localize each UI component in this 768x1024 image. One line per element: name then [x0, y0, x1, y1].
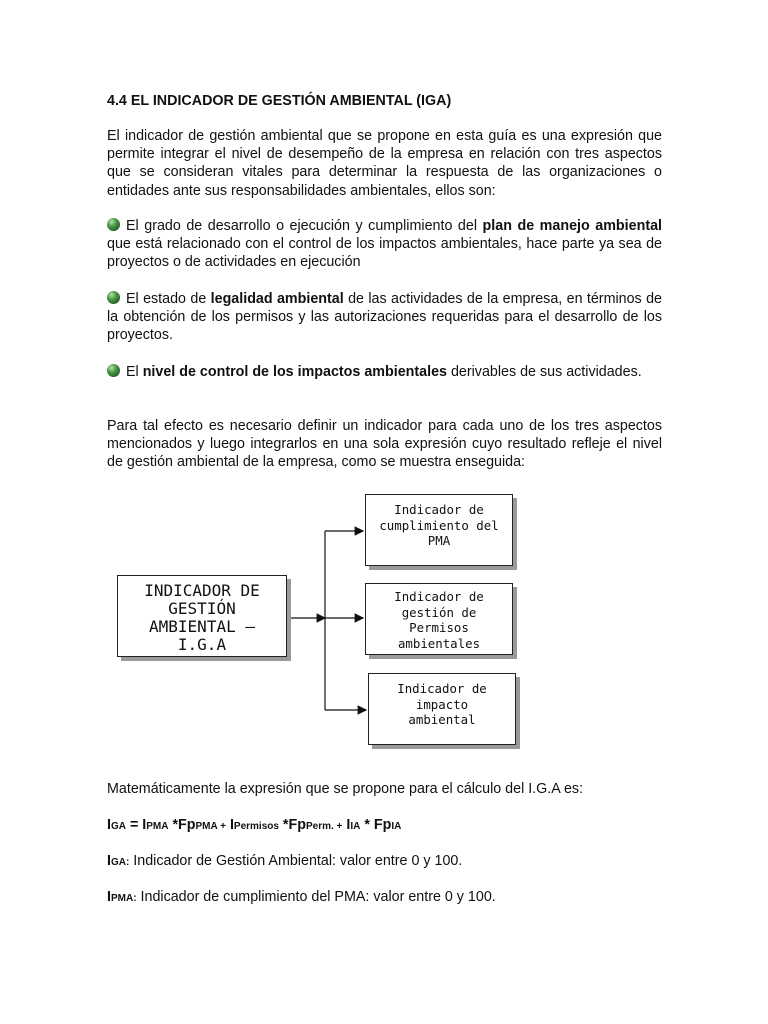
def-subscript: GA: [110, 857, 130, 868]
formula-part: * Fp [360, 817, 392, 833]
box-3-line: impacto [415, 696, 469, 712]
formula-part: I [342, 817, 351, 833]
section-heading: 4.4 EL INDICADOR DE GESTIÓN AMBIENTAL (IGA) [107, 93, 452, 109]
box-3-line: ambiental [408, 712, 476, 727]
box-1-line: Indicador de [394, 502, 484, 517]
bullet-3-bold: nivel de control de los impactos ambientales [142, 364, 447, 380]
box-2-line: Indicador de [394, 589, 484, 604]
formula-part: = I [125, 817, 147, 833]
def-text: Indicador de Gestión Ambiental: valor entre 0 y 100. [129, 853, 463, 869]
formula-subscript: Permisos [233, 821, 279, 832]
formula-part: *Fp [278, 817, 306, 833]
definition-iga [107, 852, 662, 872]
formula-subscript: Perm. + [305, 821, 343, 832]
main-box-line: AMBIENTAL – [149, 617, 255, 636]
intro-paragraph: El indicador de gestión ambiental que se propone en esta guía es una expresión que permite integrar el nivel de desempeño de la empresa en relación con tres aspectos que se consideran vitales para determinar la respuesta de las organizaciones o entidades ante sus responsabilidades ambientales, ellos son: [107, 128, 662, 199]
iga-formula [107, 816, 662, 836]
bullet-1-bold: plan de manejo ambiental [482, 218, 662, 234]
bullet-2-post: de las actividades de la empresa, en términos de la obtención de los permisos y las autorizaciones requeridas para el desarrollo de los proyectos. [107, 291, 662, 344]
main-box-line: INDICADOR DE [144, 581, 260, 600]
formula-part: *Fp [168, 817, 196, 833]
formula-subscript: IA [350, 821, 361, 832]
def-symbol: I [107, 853, 111, 869]
formula-subscript: PMA + [195, 821, 226, 832]
formula-subscript: GA [110, 821, 126, 832]
bullet-1-pre: El grado de desarrollo o ejecución y cumplimiento del [126, 218, 483, 234]
bullet-3-post: derivables de sus actividades. [446, 364, 642, 380]
iga-main-box [117, 575, 287, 657]
box-2-line: gestión de [401, 604, 477, 620]
def-symbol: I [107, 889, 111, 905]
def-text: Indicador de cumplimiento del PMA: valor entre 0 y 100. [136, 889, 496, 905]
bullet-3-pre: El [126, 364, 143, 380]
bullet-2-bold: legalidad ambiental [210, 291, 344, 307]
bullet-1-post: que está relacionado con el control de los impactos ambientales, hace parte ya sea de proyectos o de actividades en ejecución [107, 236, 662, 271]
box-2-line: ambientales [397, 635, 481, 651]
bullet-2-pre: El estado de [126, 291, 211, 307]
formula-subscript: IA [391, 821, 402, 832]
math-intro: Matemáticamente la expresión que se propone para el cálculo del I.G.A es: [107, 781, 584, 797]
formula-subscript: PMA [146, 821, 169, 832]
main-box-line: GESTIÓN [168, 599, 236, 618]
box-3-line: Indicador de [397, 681, 487, 696]
definition-pma [107, 888, 662, 908]
explanation-paragraph: Para tal efecto es necesario definir un indicador para cada uno de los tres aspectos mencionados y luego integrarlos en una sola expresión cuyo resultado refleje el nivel de gestión ambiental de la empresa, como se muestra enseguida: [107, 418, 662, 471]
box-1-line: cumplimiento del [379, 517, 499, 533]
box-2-line: Permisos [409, 620, 469, 635]
main-box-line: I.G.A [177, 635, 227, 654]
formula-part: I [107, 817, 111, 833]
permisos-indicator-box [365, 583, 513, 655]
def-subscript: PMA: [110, 893, 137, 904]
formula-part: I [225, 817, 234, 833]
box-1-line: PMA [427, 533, 451, 548]
impacto-indicator-box [368, 673, 516, 745]
pma-indicator-box [365, 494, 513, 566]
